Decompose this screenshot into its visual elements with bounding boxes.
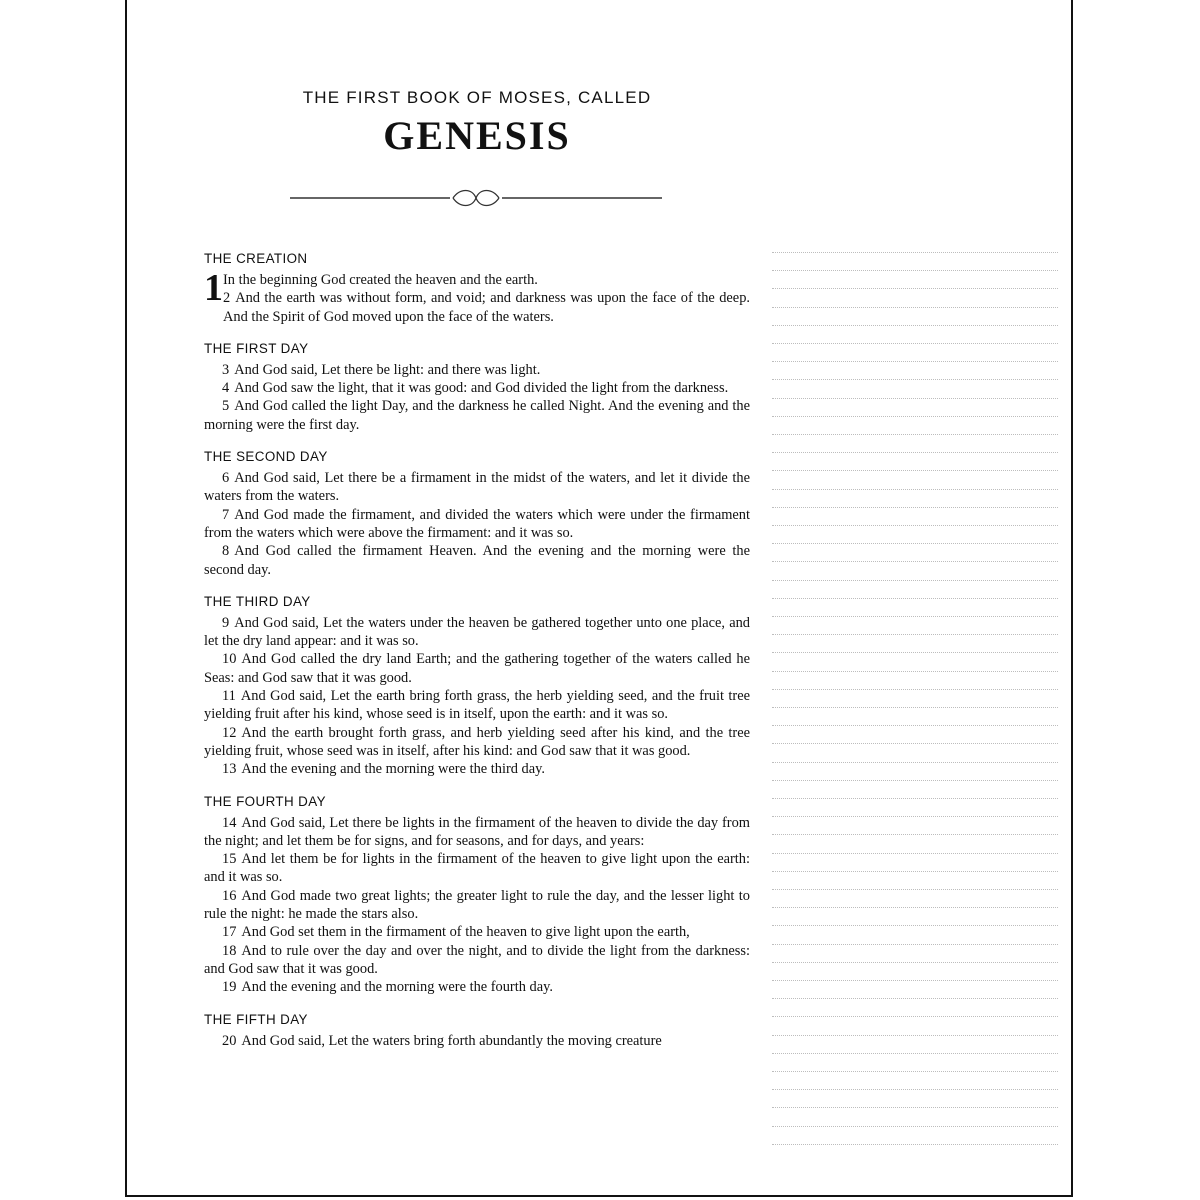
note-line	[772, 1089, 1058, 1090]
note-line	[772, 1071, 1058, 1072]
verse-text: And the evening and the morning were the fourth day.	[241, 979, 553, 996]
note-line	[772, 598, 1058, 599]
verse	[204, 724, 750, 761]
verse-text: And God said, Let the waters under the heaven be gathered together unto one place, and let the dry land appear: and it was so.	[204, 614, 750, 650]
verse	[204, 361, 750, 379]
verse	[204, 978, 750, 996]
verse-text: And the evening and the morning were the third day.	[241, 761, 545, 778]
section-heading: THE FOURTH DAY	[204, 793, 326, 809]
verse-number: 6	[222, 470, 230, 487]
note-line	[772, 907, 1058, 908]
note-line	[772, 507, 1058, 508]
verse-number: 10	[222, 651, 237, 668]
verse-number: 14	[222, 814, 237, 831]
note-line	[772, 1126, 1058, 1127]
verse-number: 17	[222, 924, 237, 941]
verse-text: In the beginning God created the heaven and the earth.	[223, 272, 538, 288]
verse-text: And God said, Let there be lights in the firmament of the heaven to divide the day from the night; and let them be for signs, and for seasons, and for days, and years:	[204, 814, 750, 849]
note-line	[772, 1016, 1058, 1017]
note-line	[772, 962, 1058, 963]
book-title: GENESIS	[383, 113, 571, 158]
verse	[204, 379, 750, 397]
verse-number: 7	[222, 506, 230, 523]
note-line	[772, 816, 1058, 817]
verse-text: And God called the firmament Heaven. And the evening and the morning were the second day.	[204, 543, 750, 578]
note-line	[772, 944, 1058, 945]
note-line	[772, 616, 1058, 617]
note-line	[772, 743, 1058, 744]
verse-text: And the earth was without form, and void; and darkness was upon the face of the deep. And the Spirit of God moved upon the face of the waters.	[223, 290, 750, 325]
note-line	[772, 998, 1058, 999]
verse-text: And God said, Let there be a firmament in the midst of the waters, and let it divide the waters from the waters.	[204, 470, 750, 505]
verse	[204, 397, 750, 434]
note-line	[772, 470, 1058, 471]
note-line	[772, 707, 1058, 708]
scripture-section	[204, 448, 750, 579]
verse	[204, 289, 750, 326]
verse	[204, 923, 750, 941]
verse	[204, 760, 750, 778]
book-pretitle: THE FIRST BOOK OF MOSES, CALLED	[302, 88, 652, 107]
note-line	[772, 270, 1058, 271]
note-line	[772, 1107, 1058, 1108]
note-line	[772, 834, 1058, 835]
verse-number: 4	[222, 380, 230, 397]
verse	[204, 687, 750, 724]
verse-text: And God called the dry land Earth; and the gathering together of the waters called he Seas: and God saw that it was good.	[204, 651, 750, 686]
verse-text: And God made the firmament, and divided the waters which were under the firmament from the waters which were above the firmament: and it was so.	[204, 506, 750, 541]
note-line	[772, 434, 1058, 435]
section-heading: THE CREATION	[204, 251, 308, 266]
verse	[204, 850, 750, 887]
note-line	[772, 798, 1058, 799]
verse-text: And God said, Let there be light: and there was light.	[234, 361, 541, 378]
verse-number: 16	[222, 887, 237, 904]
note-line	[772, 398, 1058, 399]
note-line	[772, 725, 1058, 726]
note-line	[772, 671, 1058, 672]
verse	[204, 614, 750, 651]
scripture-section	[204, 340, 750, 434]
note-line	[772, 980, 1058, 981]
title-ornament-divider	[290, 184, 662, 210]
verse-text: And let them be for lights in the firmament of the heaven to give light upon the earth: and it was so.	[204, 851, 750, 886]
note-line	[772, 307, 1058, 308]
note-line	[772, 652, 1058, 653]
verse-number: 5	[222, 398, 230, 415]
notes-ruled-area	[772, 252, 1058, 1162]
note-line	[772, 871, 1058, 872]
note-line	[772, 634, 1058, 635]
verse-text: And to rule over the day and over the night, and to divide the light from the darkness: and God saw that it was good.	[204, 942, 750, 977]
note-line	[772, 379, 1058, 380]
verse	[204, 814, 750, 851]
scripture-section	[204, 793, 750, 997]
note-line	[772, 1035, 1058, 1036]
verse-text: And God saw the light, that it was good: and God divided the light from the darkness.	[234, 380, 729, 397]
verse	[204, 650, 750, 687]
scripture-text-column	[204, 250, 750, 1064]
note-line	[772, 580, 1058, 581]
verse	[204, 469, 750, 506]
verse-text: And the earth brought forth grass, and herb yielding seed after his kind, and the tree yielding fruit, whose seed was in itself, after his kind: and God saw that it was good.	[204, 724, 750, 759]
verse	[204, 506, 750, 543]
note-line	[772, 288, 1058, 289]
note-line	[772, 325, 1058, 326]
note-line	[772, 525, 1058, 526]
verse-number: 12	[222, 724, 237, 741]
section-heading: THE SECOND DAY	[204, 449, 328, 465]
verse-number: 20	[222, 1032, 237, 1049]
verse-text: And God set them in the firmament of the heaven to give light upon the earth,	[241, 924, 690, 941]
note-line	[772, 853, 1058, 854]
scripture-section	[204, 593, 750, 779]
verse-number: 9	[222, 614, 230, 631]
chapter-number: 1	[204, 267, 223, 309]
verse-number: 2	[223, 290, 231, 307]
section-heading: THE FIFTH DAY	[204, 1011, 308, 1027]
section-heading: THE THIRD DAY	[204, 593, 311, 609]
section-heading: THE FIRST DAY	[204, 340, 309, 356]
verse-number: 19	[222, 979, 237, 996]
note-line	[772, 361, 1058, 362]
verse-number: 11	[222, 688, 236, 705]
verse-text: And God made two great lights; the greater light to rule the day, and the lesser light to rule the night: he made the stars also.	[204, 887, 750, 923]
verse-text: And God said, Let the earth bring forth grass, the herb yielding seed, and the fruit tree yielding fruit after his kind, whose seed is in itself, upon the earth: and it was so.	[204, 688, 750, 723]
verse	[204, 887, 750, 924]
note-line	[772, 416, 1058, 417]
note-line	[772, 689, 1058, 690]
verse-text: And God said, Let the waters bring forth abundantly the moving creature	[241, 1032, 662, 1049]
note-line	[772, 780, 1058, 781]
bible-page	[125, 0, 1073, 1197]
verse-number: 3	[222, 361, 230, 378]
note-line	[772, 489, 1058, 490]
note-line	[772, 889, 1058, 890]
note-line	[772, 561, 1058, 562]
note-line	[772, 452, 1058, 453]
verse-number: 13	[222, 761, 237, 778]
verse-text: And God called the light Day, and the darkness he called Night. And the evening and the morning were the first day.	[204, 398, 750, 433]
scripture-section	[204, 1011, 750, 1050]
verse	[204, 542, 750, 579]
note-line	[772, 762, 1058, 763]
note-line	[772, 343, 1058, 344]
verse-number: 8	[222, 543, 230, 560]
note-line	[772, 1053, 1058, 1054]
note-line	[772, 252, 1058, 253]
verse-number: 15	[222, 851, 237, 868]
scripture-section	[204, 250, 750, 326]
verse	[204, 942, 750, 979]
verse	[204, 1032, 750, 1050]
note-line	[772, 925, 1058, 926]
note-line	[772, 1144, 1058, 1145]
note-line	[772, 543, 1058, 544]
verse-number: 18	[222, 942, 237, 959]
